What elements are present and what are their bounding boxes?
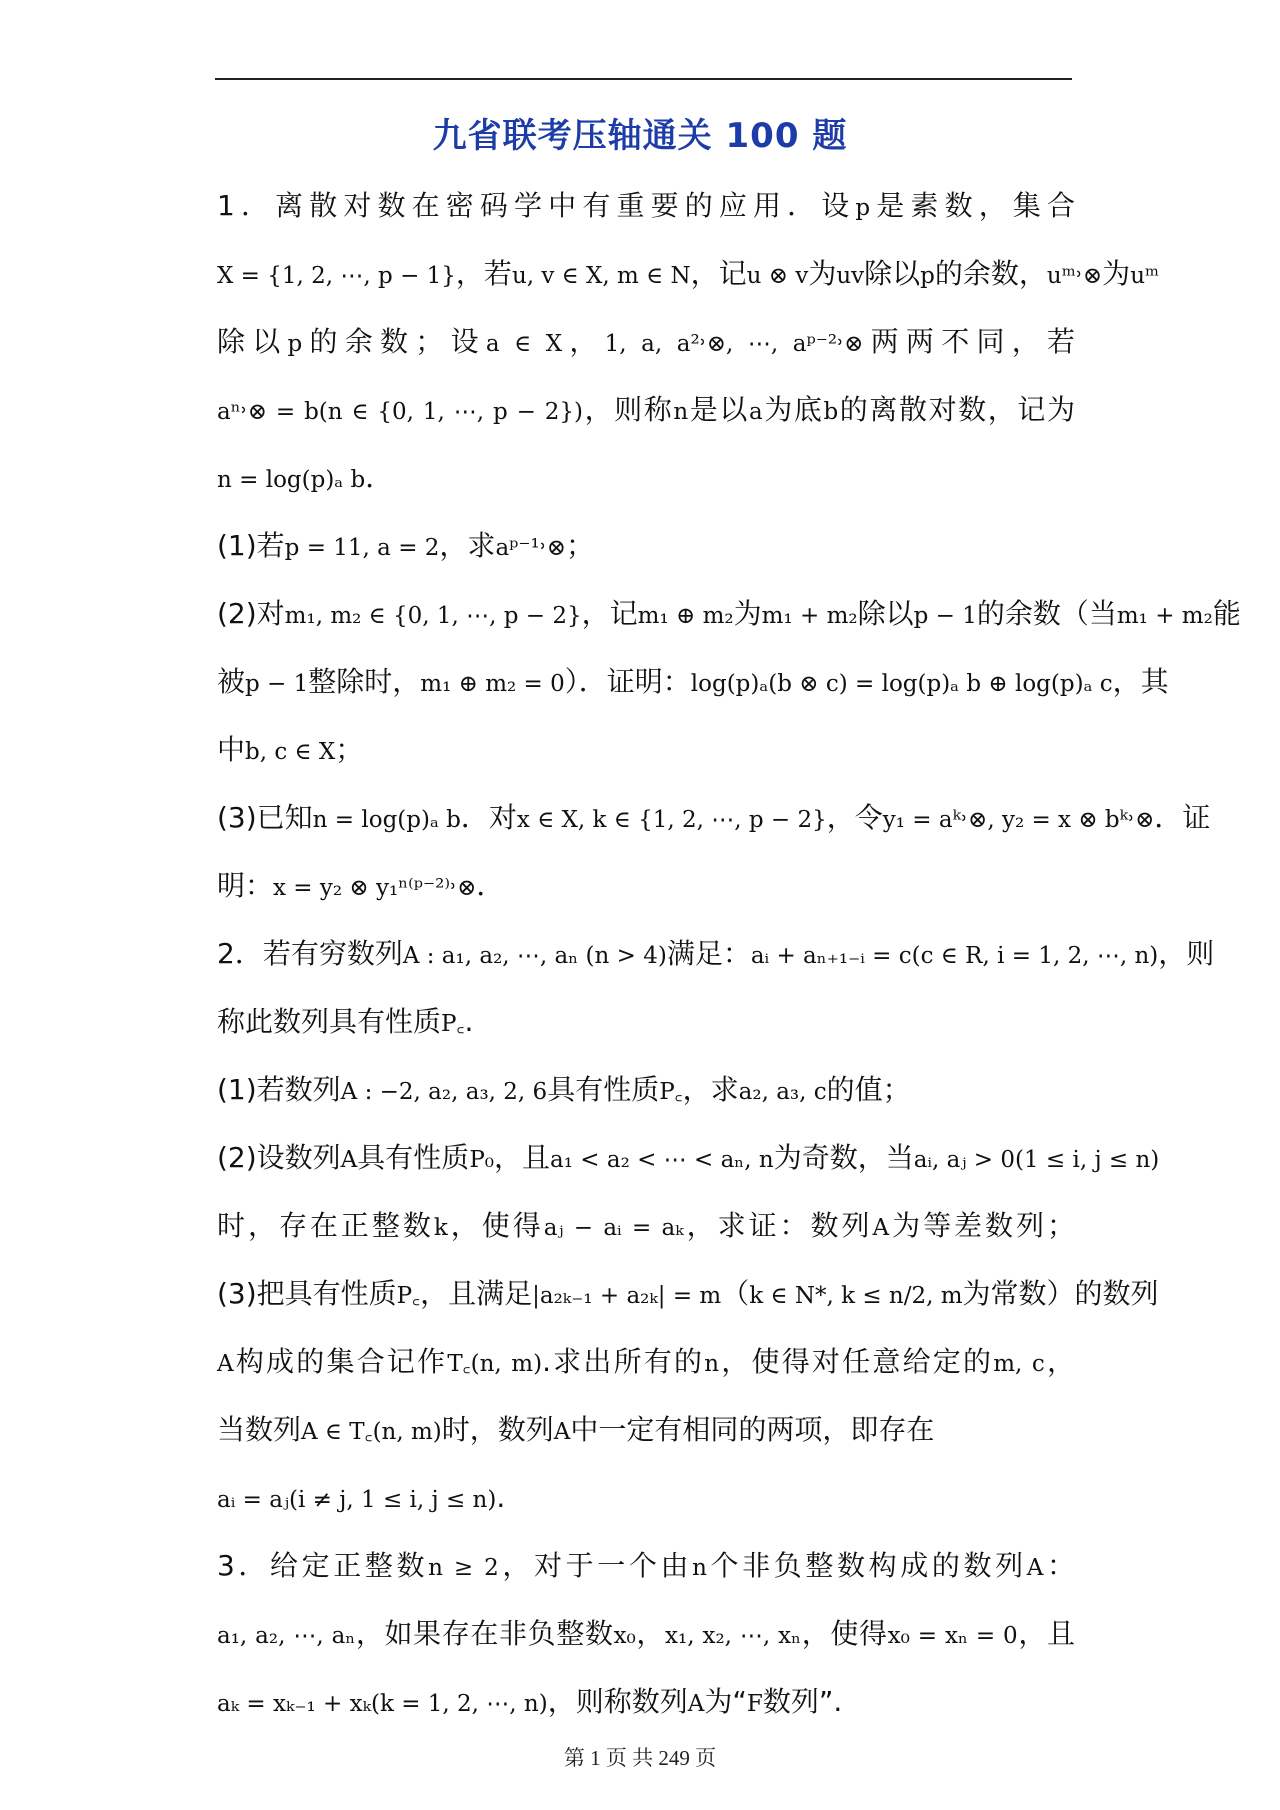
text-run: 具有性质 [357, 1141, 470, 1174]
math-expression: m, c [993, 1351, 1045, 1377]
math-expression: aⱼ − aᵢ = aₖ [543, 1215, 684, 1241]
text-run: ，记 [690, 257, 747, 290]
text-run: 为等差数列； [889, 1209, 1075, 1242]
math-expression: m₁ ⊕ m₂ [637, 603, 734, 629]
text-run: ，使得 [447, 1209, 544, 1242]
text-run: 时，数列 [441, 1413, 554, 1446]
text-run: ； [335, 733, 364, 766]
math-expression: A [687, 1691, 705, 1717]
text-line [217, 1192, 1075, 1260]
math-expression: p = 11, a = 2 [284, 535, 440, 561]
text-run: (3)已知 [217, 801, 313, 834]
math-expression: A : −2, a₂, a₃, 2, 6 [340, 1079, 548, 1105]
math-expression: k ∈ N*, k ≤ n/2, m [749, 1283, 963, 1309]
math-expression: n ≥ 2 [428, 1555, 499, 1581]
math-expression: aᵢ, aⱼ > 0(1 ≤ i, j ≤ n) [913, 1147, 1160, 1173]
math-expression: x₀ [613, 1623, 636, 1649]
text-run: 两两不同，若 [863, 325, 1075, 358]
text-run: 能 [1212, 597, 1241, 630]
text-run: ，且 [494, 1141, 551, 1174]
text-line [217, 648, 1169, 716]
text-run: 具有性质 [547, 1073, 660, 1106]
math-expression: y₁ = aᵏ˒⊗, y₂ = x ⊗ bᵏ˒⊗ [882, 807, 1155, 833]
text-line [217, 1532, 1075, 1600]
text-run: 的值； [826, 1073, 911, 1106]
text-run: 的离散对数，记为 [838, 393, 1075, 426]
math-expression: P₀ [469, 1147, 495, 1173]
text-run: ，求 [439, 529, 496, 562]
text-line [217, 988, 1075, 1056]
text-run: 的余数， [934, 257, 1047, 290]
text-run: ； [566, 529, 595, 562]
text-run: ，记 [581, 597, 638, 630]
text-run: ）．证明： [564, 665, 691, 698]
math-expression: uᵐ [1130, 263, 1160, 289]
text-run: ， [635, 1617, 666, 1650]
text-line [217, 172, 1075, 240]
text-run: 的余数；设 [302, 325, 486, 358]
page-title: 九省联考压轴通关 100 题 [432, 116, 848, 156]
math-expression: m₁ + m₂ [1116, 603, 1213, 629]
math-expression: p − 1 [245, 671, 309, 697]
math-expression: 1, a, a²˒⊗, ⋯, aᵖ⁻²˒⊗ [604, 331, 864, 357]
text-run: 个非负整数构成的数列 [706, 1549, 1027, 1582]
math-expression: k [433, 1215, 448, 1241]
text-run: 是以 [688, 393, 749, 426]
text-run: (3)把具有性质 [217, 1277, 397, 1310]
math-expression: b, c ∈ X [245, 739, 336, 765]
math-expression: uᵐ˒⊗ [1046, 263, 1103, 289]
text-run: ， [562, 325, 605, 358]
text-run: ，若 [455, 257, 512, 290]
text-run: ，求 [682, 1073, 739, 1106]
text-run: ： [1043, 1549, 1075, 1582]
text-run: 称此数列具有性质 [217, 1005, 442, 1038]
text-line [217, 1396, 1075, 1464]
text-run: ．对 [460, 801, 517, 834]
math-expression: m₁, m₂ ∈ {0, 1, ⋯, p − 2} [284, 603, 582, 629]
text-line [217, 1260, 1159, 1328]
text-line [217, 1124, 1160, 1192]
math-expression: m₁ + m₂ [761, 603, 858, 629]
math-expression: P꜀ [659, 1079, 683, 1105]
text-run: ，且满足 [420, 1277, 533, 1310]
text-run: 构成的集合记作 [233, 1345, 448, 1378]
text-run: ，其 [1112, 665, 1169, 698]
text-run: 除以 [217, 325, 288, 358]
text-run: 除以 [857, 597, 914, 630]
math-expression: x₀ = xₙ = 0 [887, 1623, 1018, 1649]
math-expression: A [217, 1351, 234, 1377]
math-expression: aᵢ + aₙ₊₁₋ᵢ = c(c ∈ R, i = 1, 2, ⋯, n) [750, 943, 1159, 969]
math-expression: u, v ∈ X, m ∈ N [511, 263, 691, 289]
math-expression: u ⊗ v [746, 263, 809, 289]
text-run: （ [721, 1277, 750, 1310]
math-expression: a₁, a₂, ⋯, aₙ [217, 1623, 356, 1649]
math-expression: b [823, 399, 839, 425]
text-run: 中 [217, 733, 246, 766]
text-line [217, 1600, 1075, 1668]
text-run: 为奇数，当 [773, 1141, 914, 1174]
text-run: (1)若数列 [217, 1073, 341, 1106]
text-run: ，求证：数列 [683, 1209, 873, 1242]
text-run: ，且 [1017, 1617, 1075, 1650]
math-expression: aᵢ = aⱼ(i ≠ j, 1 ≤ i, j ≤ n) [217, 1487, 497, 1513]
math-expression: F [746, 1691, 763, 1717]
text-run: 为常数）的数列 [962, 1277, 1159, 1310]
text-run: 为底 [762, 393, 824, 426]
math-expression: P꜀ [396, 1283, 421, 1309]
math-expression: a [748, 399, 763, 425]
text-line [217, 716, 1075, 784]
text-line [217, 444, 1075, 512]
math-expression: n [692, 1555, 707, 1581]
text-run: 是素数，集合 [870, 189, 1075, 222]
text-run: (1)若 [217, 529, 285, 562]
text-run: ，则 [1158, 937, 1215, 970]
text-line [217, 784, 1211, 852]
text-run: 的余数（当 [976, 597, 1117, 630]
math-expression: log(p)ₐ(b ⊗ c) = log(p)ₐ b ⊕ log(p)ₐ c [690, 671, 1113, 697]
text-run: ， [1044, 1345, 1075, 1378]
math-expression: n = log(p)ₐ b [217, 467, 366, 493]
math-expression: p − 1 [913, 603, 977, 629]
text-run: ，对于一个由 [498, 1549, 693, 1582]
math-expression: m₁ ⊕ m₂ = 0 [420, 671, 565, 697]
text-line [217, 580, 1241, 648]
text-run: ，则称数列 [547, 1685, 688, 1718]
text-run: 明： [217, 869, 274, 902]
text-line [217, 1056, 1075, 1124]
page-footer: 第 1 页 共 249 页 [563, 1746, 717, 1770]
text-run: 时，存在正整数 [217, 1209, 434, 1242]
text-run: 为 [733, 597, 762, 630]
math-expression: aₖ = xₖ₋₁ + xₖ(k = 1, 2, ⋯, n) [217, 1691, 548, 1717]
text-run: 当数列 [217, 1413, 302, 1446]
math-expression: x ∈ X, k ∈ {1, 2, ⋯, p − 2} [516, 807, 827, 833]
math-expression: T꜀(n, m) [447, 1351, 543, 1377]
text-run: 数列”. [762, 1685, 843, 1718]
math-expression: A [340, 1147, 358, 1173]
text-line [217, 920, 1215, 988]
text-run: (2)对 [217, 597, 285, 630]
text-run: ．证 [1154, 801, 1211, 834]
text-run: 3．给定正整数 [217, 1549, 429, 1582]
header-rule [215, 78, 1072, 80]
math-expression: p [920, 263, 935, 289]
math-expression: p [287, 331, 303, 357]
text-run: .求出所有的 [542, 1345, 705, 1378]
text-run: ，则称 [583, 393, 674, 426]
text-line [217, 1464, 1075, 1532]
text-run: ． [476, 869, 505, 902]
text-line [217, 512, 1075, 580]
math-expression: A [553, 1419, 571, 1445]
text-run: 满足： [666, 937, 751, 970]
text-line [217, 1668, 1075, 1736]
math-expression: A [1026, 1555, 1044, 1581]
text-run: . [496, 1481, 506, 1514]
text-run: 为 [808, 257, 837, 290]
math-expression: n [704, 1351, 720, 1377]
text-line [217, 1328, 1075, 1396]
text-line [217, 308, 1075, 376]
text-run: ，使得 [801, 1617, 888, 1650]
math-expression: aⁿ˒⊗ = b(n ∈ {0, 1, ⋯, p − 2}) [217, 399, 583, 425]
text-run: 整除时， [308, 665, 421, 698]
text-run: (2)设数列 [217, 1141, 341, 1174]
math-expression: aᵖ⁻¹˒⊗ [495, 535, 567, 561]
math-expression: a ∈ X [485, 331, 563, 357]
math-expression: x = y₂ ⊗ y₁ⁿ⁽ᵖ⁻²⁾˒⊗ [273, 875, 477, 901]
text-run: 中一定有相同的两项，即存在 [570, 1413, 935, 1446]
text-run: 1．离散对数在密码学中有重要的应用．设 [217, 189, 856, 222]
math-expression: a₁ < a₂ < ⋯ < aₙ, n [550, 1147, 774, 1173]
text-run: 为 [1102, 257, 1131, 290]
text-run: ． [365, 461, 394, 494]
text-line [217, 240, 1160, 308]
text-run: ，如果存在非负整数 [355, 1617, 614, 1650]
math-expression: p [855, 195, 871, 221]
math-expression: P꜀ [441, 1011, 465, 1037]
text-run: 为“ [704, 1685, 747, 1718]
math-expression: |a₂ₖ₋₁ + a₂ₖ| = m [532, 1283, 722, 1309]
text-line [217, 376, 1075, 444]
math-expression: A : a₁, a₂, ⋯, aₙ (n > 4) [402, 943, 667, 969]
math-expression: a₂, a₃, c [738, 1079, 827, 1105]
text-run: 2．若有穷数列 [217, 937, 403, 970]
problem-text [217, 172, 1241, 1736]
math-expression: uv [836, 263, 865, 289]
text-run: 被 [217, 665, 246, 698]
math-expression: n = log(p)ₐ b [312, 807, 461, 833]
text-run: 除以 [864, 257, 921, 290]
text-run: . [464, 1005, 474, 1038]
math-expression: A ∈ T꜀(n, m) [301, 1419, 442, 1445]
math-expression: A [872, 1215, 890, 1241]
text-run: ，使得对任意给定的 [719, 1345, 994, 1378]
math-expression: x₁, x₂, ⋯, xₙ [665, 1623, 802, 1649]
text-run: ，令 [826, 801, 883, 834]
text-line [217, 852, 1075, 920]
math-expression: X = {1, 2, ⋯, p − 1} [217, 263, 456, 289]
math-expression: n [673, 399, 689, 425]
